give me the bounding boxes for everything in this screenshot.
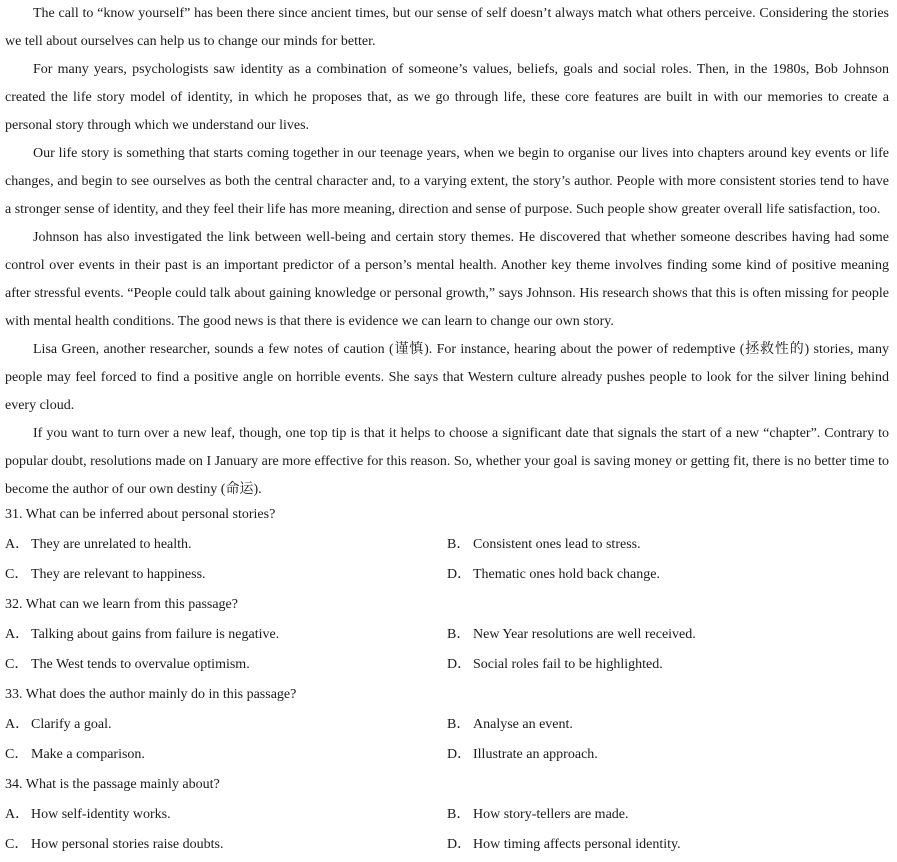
option-d[interactable]: [447, 650, 889, 680]
option-row: [5, 830, 889, 860]
option-text: How self-identity works.: [31, 807, 171, 822]
option-text: Analyse an event.: [473, 717, 573, 732]
option-text: How story-tellers are made.: [473, 807, 629, 822]
option-text: Talking about gains from failure is negative.: [31, 627, 280, 642]
question-stem: 34. What is the passage mainly about?: [5, 777, 220, 792]
option-letter: A．: [5, 717, 30, 732]
option-row: [5, 740, 889, 770]
option-letter: C．: [5, 657, 29, 672]
passage-paragraph: Johnson has also investigated the link between well-being and certain story themes. He discovered that whether someone describes having had some control over events in their past is an important predictor of a person’s mental health. Another key theme involves finding some kind of positive meaning after stressful events. “People could talk about gaining knowledge or personal growth,” says Johnson. His research shows that this is often missing for people with mental health conditions. The good news is that there is evidence we can learn to change our own story.: [5, 230, 889, 329]
option-letter: B．: [447, 717, 471, 732]
option-text: Illustrate an approach.: [473, 747, 598, 762]
option-row: [5, 560, 889, 590]
option-text: The West tends to overvalue optimism.: [31, 657, 250, 672]
passage-paragraph: If you want to turn over a new leaf, though, one top tip is that it helps to choose a significant date that signals the start of a new “chapter”. Contrary to popular doubt, resolutions made on I January are more effective for this reason. So, whether your goal is saving money or getting fit, there is no better time to become the author of our own destiny (命运).: [5, 426, 889, 497]
option-letter: A．: [5, 627, 30, 642]
option-text: How personal stories raise doubts.: [31, 837, 224, 852]
option-letter: D．: [447, 837, 472, 852]
option-b[interactable]: [447, 710, 889, 740]
option-letter: B．: [447, 537, 471, 552]
option-a[interactable]: [5, 710, 447, 740]
option-d[interactable]: [447, 740, 889, 770]
option-c[interactable]: [5, 830, 447, 860]
option-c[interactable]: [5, 560, 447, 590]
reading-passage: [5, 0, 889, 504]
passage-paragraph: The call to “know yourself” has been there since ancient times, but our sense of self doesn’t always match what others perceive. Considering the stories we tell about ourselves can help us to change our minds for better.: [5, 6, 889, 49]
option-row: [5, 530, 889, 560]
option-row: [5, 710, 889, 740]
option-letter: D．: [447, 657, 472, 672]
option-letter: A．: [5, 807, 30, 822]
passage-paragraph: Lisa Green, another researcher, sounds a few notes of caution (谨慎). For instance, hearing about the power of redemptive (拯救性的) stories, many people may feel forced to find a positive angle on horrible events. She says that Western culture already pushes people to look for the silver lining behind every cloud.: [5, 342, 889, 413]
option-row: [5, 620, 889, 650]
option-a[interactable]: [5, 530, 447, 560]
option-row: [5, 650, 889, 680]
option-text: Consistent ones lead to stress.: [473, 537, 641, 552]
question-list: [5, 500, 889, 860]
option-text: New Year resolutions are well received.: [473, 627, 696, 642]
option-a[interactable]: [5, 620, 447, 650]
option-text: They are relevant to happiness.: [31, 567, 206, 582]
option-letter: C．: [5, 567, 29, 582]
option-c[interactable]: [5, 740, 447, 770]
option-b[interactable]: [447, 620, 889, 650]
question-stem: 31. What can be inferred about personal stories?: [5, 507, 276, 522]
option-letter: D．: [447, 567, 472, 582]
option-b[interactable]: [447, 530, 889, 560]
option-text: Clarify a goal.: [31, 717, 112, 732]
option-letter: C．: [5, 837, 29, 852]
option-letter: B．: [447, 807, 471, 822]
question-stem: 33. What does the author mainly do in this passage?: [5, 687, 297, 702]
passage-paragraph: For many years, psychologists saw identity as a combination of someone’s values, beliefs, goals and social roles. Then, in the 1980s, Bob Johnson created the life story model of identity, in which he proposes that, as we go through life, these core features are built in with our memories to create a personal story through which we understand our lives.: [5, 62, 889, 133]
option-text: Social roles fail to be highlighted.: [473, 657, 663, 672]
passage-paragraph: Our life story is something that starts coming together in our teenage years, when we begin to organise our lives into chapters around key events or life changes, and begin to see ourselves as both the central character and, to a varying extent, the story’s author. People with more consistent stories tend to have a stronger sense of identity, and they feel their life has more meaning, direction and sense of purpose. Such people show greater overall life satisfaction, too.: [5, 146, 889, 217]
option-text: Thematic ones hold back change.: [473, 567, 660, 582]
option-c[interactable]: [5, 650, 447, 680]
option-text: Make a comparison.: [31, 747, 145, 762]
option-text: They are unrelated to health.: [31, 537, 192, 552]
option-letter: A．: [5, 537, 30, 552]
option-b[interactable]: [447, 800, 889, 830]
option-letter: D．: [447, 747, 472, 762]
question-stem: 32. What can we learn from this passage?: [5, 597, 238, 612]
option-d[interactable]: [447, 830, 889, 860]
option-text: How timing affects personal identity.: [473, 837, 681, 852]
option-letter: B．: [447, 627, 471, 642]
option-a[interactable]: [5, 800, 447, 830]
option-d[interactable]: [447, 560, 889, 590]
option-letter: C．: [5, 747, 29, 762]
option-row: [5, 800, 889, 830]
